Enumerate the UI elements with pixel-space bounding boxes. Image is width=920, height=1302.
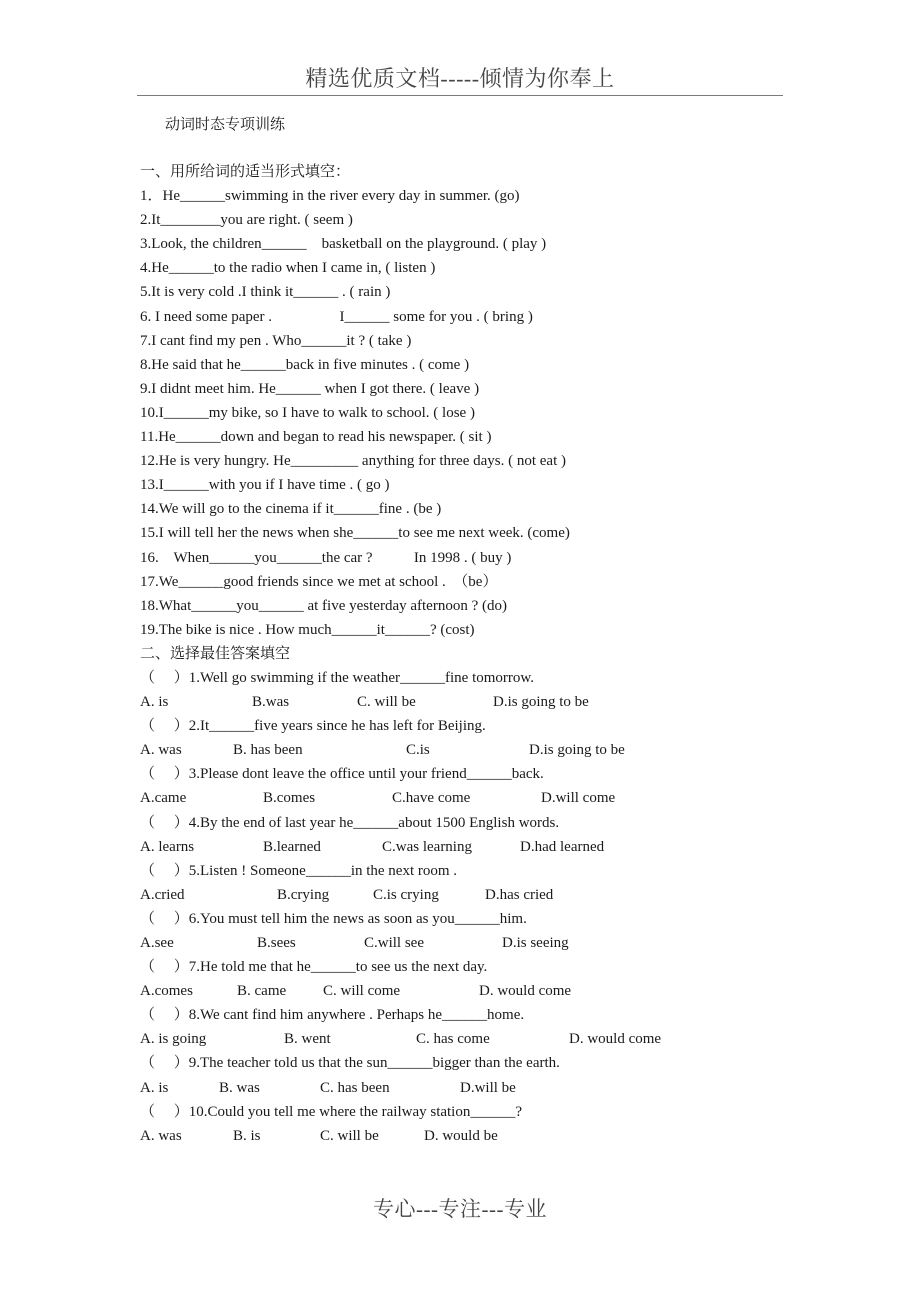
- question-item: 8.He said that he______back in five minutes . ( come ): [140, 356, 470, 373]
- question-item: 9.I didnt meet him. He______ when I got there. ( leave ): [140, 380, 480, 397]
- answer-option: B.crying: [277, 886, 330, 903]
- answer-option: D.has cried: [485, 886, 554, 903]
- question-stem: （ ）6.You must tell him the news as soon as you______him.: [140, 910, 527, 927]
- question-item: 13.I______with you if I have time . ( go ): [140, 477, 390, 494]
- answer-options: [140, 979, 780, 1003]
- answer-option: B. came: [237, 983, 287, 1000]
- header-divider: [137, 95, 783, 96]
- question-stem: （ ）2.It______five years since he has left for Beijing.: [140, 718, 486, 735]
- answer-option: A. is: [140, 694, 169, 711]
- multiple-choice-list: [140, 666, 780, 1148]
- answer-option: C.was learning: [382, 838, 472, 855]
- page-footer: 专心---专注---专业: [373, 1197, 547, 1221]
- answer-option: D.had learned: [520, 838, 605, 855]
- fill-in-list: [140, 184, 780, 642]
- worksheet-body: [140, 160, 780, 1148]
- question-item: 6. I need some paper . I______ some for you . ( bring ): [140, 308, 533, 325]
- answer-option: A.came: [140, 790, 187, 807]
- question-item: 4.He______to the radio when I came in, ( listen ): [140, 260, 436, 277]
- question-item: 2.It________you are right. ( seem ): [140, 212, 353, 229]
- question-item: 19.The bike is nice . How much______it______? (cost): [140, 621, 475, 638]
- answer-option: D.is seeing: [502, 935, 569, 951]
- answer-options: [140, 1027, 780, 1051]
- answer-option: D.will come: [541, 790, 616, 807]
- section-heading: 二、选择最佳答案填空: [140, 645, 291, 662]
- answer-option: C.will see: [364, 935, 424, 951]
- answer-option: B. has been: [233, 742, 303, 759]
- answer-option: D.is going to be: [493, 694, 589, 711]
- page-header: 精选优质文档-----倾情为你奉上: [305, 66, 615, 91]
- answer-options: [140, 1076, 780, 1100]
- question-item: 12.He is very hungry. He_________ anything for three days. ( not eat ): [140, 453, 567, 470]
- question-stem: （ ）5.Listen ! Someone______in the next room .: [140, 862, 458, 879]
- answer-option: A.comes: [140, 983, 193, 1000]
- answer-options: [140, 931, 780, 955]
- answer-option: B.comes: [263, 790, 316, 807]
- answer-option: B.learned: [263, 838, 321, 855]
- answer-option: C.is: [406, 742, 430, 759]
- answer-option: A. is: [140, 1079, 169, 1096]
- answer-option: A. is going: [140, 1031, 207, 1048]
- question-item: 14.We will go to the cinema if it______fine . (be ): [140, 501, 442, 518]
- answer-option: A. was: [140, 742, 182, 759]
- question-stem: （ ）9.The teacher told us that the sun______bigger than the earth.: [140, 1055, 560, 1072]
- question-item: 1．He______swimming in the river every day in summer. (go): [140, 188, 520, 205]
- question-item: 10.I______my bike, so I have to walk to school. ( lose ): [140, 404, 475, 421]
- answer-option: A. learns: [140, 838, 195, 855]
- answer-options: [140, 738, 780, 762]
- question-item: 15.I will tell her the news when she______to see me next week. (come): [140, 525, 570, 542]
- answer-option: C. will be: [320, 1127, 379, 1144]
- answer-options: [140, 835, 780, 859]
- question-item: 18.What______you______ at five yesterday afternoon ? (do): [140, 597, 507, 614]
- answer-option: A.see: [140, 935, 174, 951]
- question-item: 16. When______you______the car ? In 1998 . ( buy ): [140, 549, 512, 566]
- answer-options: [140, 786, 780, 810]
- answer-option: B. went: [284, 1031, 331, 1048]
- answer-option: C. has been: [320, 1079, 390, 1096]
- question-item: 11.He______down and began to read his newspaper. ( sit ): [140, 429, 492, 446]
- question-stem: （ ）10.Could you tell me where the railway station______?: [140, 1103, 523, 1120]
- question-stem: （ ）8.We cant find him anywhere . Perhaps he______home.: [140, 1007, 525, 1024]
- answer-option: B. is: [233, 1127, 261, 1144]
- question-item: 5.It is very cold .I think it______ . ( rain ): [140, 284, 391, 301]
- question-stem: （ ）3.Please dont leave the office until your friend______back.: [140, 766, 544, 783]
- section-heading: 一、用所给词的适当形式填空：: [140, 164, 351, 180]
- answer-option: D. would come: [569, 1031, 662, 1048]
- answer-option: B.was: [252, 694, 290, 711]
- answer-options: [140, 1124, 780, 1148]
- answer-option: A.cried: [140, 886, 185, 903]
- answer-option: C.have come: [392, 790, 471, 807]
- question-item: 7.I cant find my pen . Who______it ? ( take ): [140, 332, 412, 349]
- question-stem: （ ）1.Well go swimming if the weather______fine tomorrow.: [140, 669, 534, 686]
- answer-option: C. will be: [357, 694, 416, 711]
- answer-option: D. would be: [424, 1127, 498, 1144]
- question-item: 17.We______good friends since we met at school . （be）: [140, 573, 498, 590]
- answer-options: [140, 690, 780, 714]
- answer-options: [140, 883, 780, 907]
- question-stem: （ ）4.By the end of last year he______about 1500 English words.: [140, 814, 560, 831]
- answer-option: B. was: [219, 1079, 260, 1096]
- answer-option: C. has come: [416, 1031, 490, 1048]
- answer-option: C. will come: [323, 983, 401, 1000]
- answer-option: D. would come: [479, 983, 572, 1000]
- question-item: 3.Look, the children______ basketball on the playground. ( play ): [140, 236, 547, 253]
- answer-option: C.is crying: [373, 886, 439, 903]
- question-stem: （ ）7.He told me that he______to see us the next day.: [140, 959, 488, 976]
- answer-option: D.is going to be: [529, 742, 625, 759]
- document-title: 动词时态专项训练: [165, 117, 286, 133]
- answer-option: D.will be: [460, 1079, 516, 1096]
- answer-option: B.sees: [257, 935, 296, 951]
- answer-option: A. was: [140, 1127, 182, 1144]
